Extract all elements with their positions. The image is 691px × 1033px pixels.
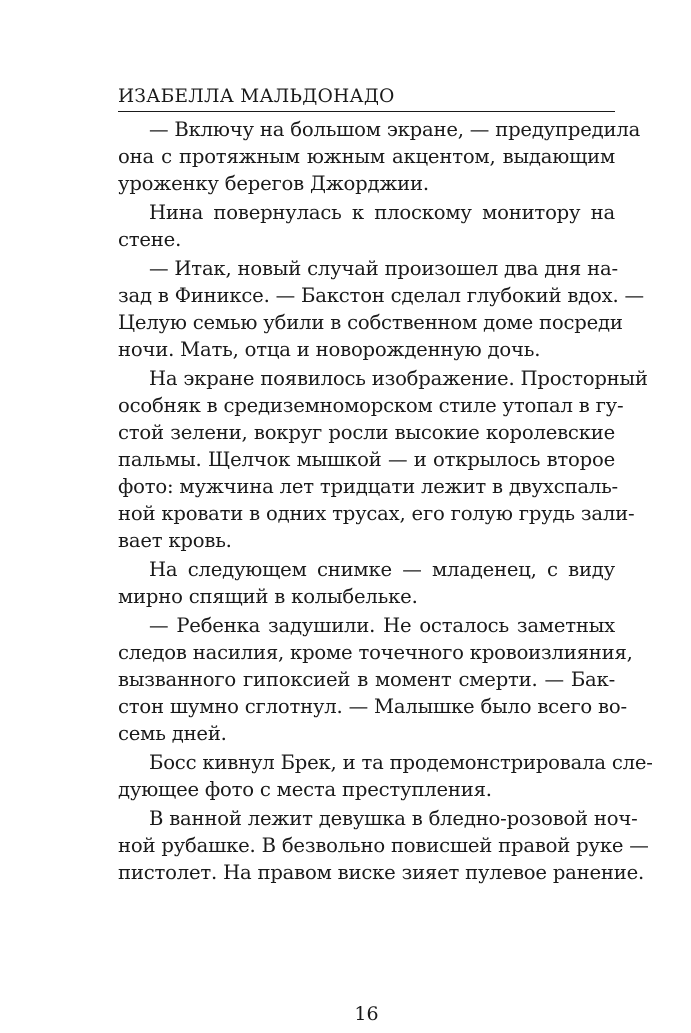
page-number: 16: [354, 1003, 379, 1025]
body-text: [118, 116, 653, 886]
text-line: зад в Финиксе. — Бакстон сделал глубокий вдох. —: [118, 284, 644, 307]
text-line: ной кровати в одних трусах, его голую грудь зали-: [118, 502, 635, 525]
paragraph: [118, 556, 615, 610]
text-line: она с протяжным южным акцентом, выдающим: [118, 145, 615, 168]
text-line: На экране появилось изображение. Просторный: [149, 367, 648, 390]
text-line: пистолет. На правом виске зияет пулевое ранение.: [118, 861, 645, 884]
text-line: вает кровь.: [118, 529, 232, 552]
text-line: — Включу на большом экране, — предупредила: [149, 118, 641, 141]
text-line: На следующем снимке — младенец, с виду: [149, 558, 615, 581]
text-line: ной рубашке. В безвольно повисшей правой руке —: [118, 834, 649, 857]
text-line: мирно спящий в колыбельке.: [118, 585, 418, 608]
text-line: — Итак, новый случай произошел два дня на-: [149, 257, 618, 280]
book-page: [118, 86, 653, 1025]
text-line: семь дней.: [118, 722, 227, 745]
text-line: В ванной лежит девушка в бледно-розовой ноч-: [149, 807, 638, 830]
text-line: стон шумно сглотнул. — Малышке было всего во-: [118, 695, 627, 718]
text-line: Нина повернулась к плоскому монитору на: [149, 201, 615, 224]
paragraph: [118, 199, 615, 253]
paragraph: [118, 255, 644, 363]
running-head: ИЗАБЕЛЛА МАЛЬДОНАДО: [118, 86, 615, 112]
paragraph: [118, 365, 648, 554]
text-line: следов насилия, кроме точечного кровоизлияния,: [118, 641, 633, 664]
text-line: уроженку берегов Джорджии.: [118, 172, 429, 195]
text-line: фото: мужчина лет тридцати лежит в двухспаль-: [118, 475, 618, 498]
text-line: особняк в средиземноморском стиле утопал в гу-: [118, 394, 624, 417]
paragraph: [118, 612, 633, 747]
text-line: стой зелени, вокруг росли высокие королевские: [118, 421, 615, 444]
text-line: Целую семью убили в собственном доме посреди: [118, 311, 623, 334]
paragraph: [118, 749, 653, 803]
text-line: вызванного гипоксией в момент смерти. — Бак-: [118, 668, 615, 691]
text-line: ночи. Мать, отца и новорожденную дочь.: [118, 338, 541, 361]
text-line: — Ребенка задушили. Не осталось заметных: [149, 614, 615, 637]
text-line: дующее фото с места преступления.: [118, 778, 492, 801]
paragraph: [118, 116, 641, 197]
text-line: стене.: [118, 228, 182, 251]
text-line: Босс кивнул Брек, и та продемонстрировала сле-: [149, 751, 653, 774]
text-line: пальмы. Щелчок мышкой — и открылось второе: [118, 448, 615, 471]
paragraph: [118, 805, 649, 886]
